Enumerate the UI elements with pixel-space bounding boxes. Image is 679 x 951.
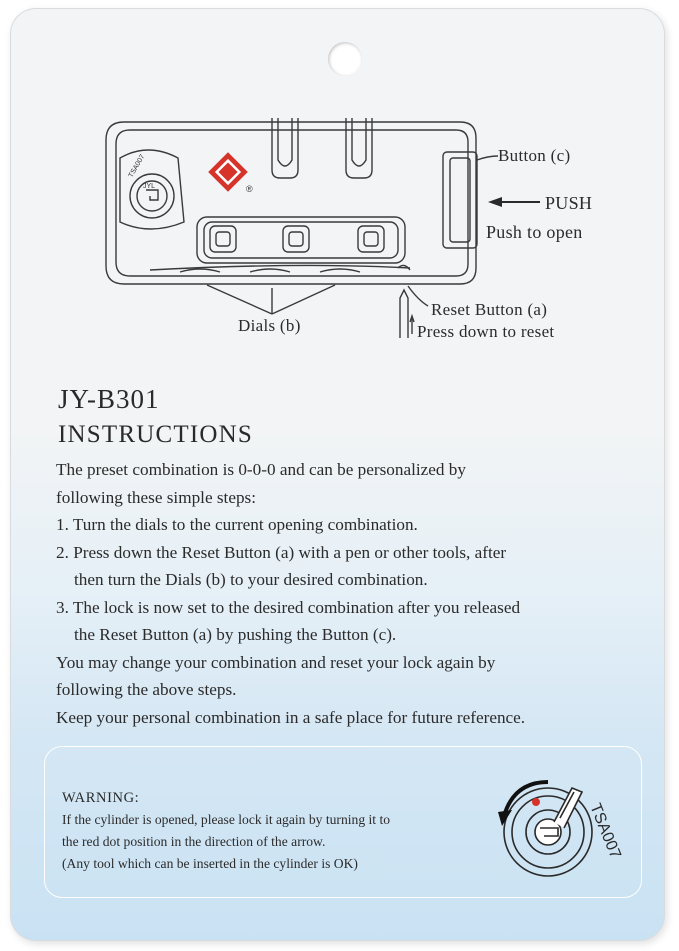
warning-line: If the cylinder is opened, please lock it again by turning it to — [62, 812, 391, 827]
press-down-label: Press down to reset — [417, 322, 555, 341]
change-line: following the above steps. — [56, 680, 237, 699]
push-label: PUSH — [545, 193, 593, 213]
cylinder-label: TSA007 — [586, 801, 624, 862]
model-number: JY-B301 — [58, 384, 160, 414]
reset-button-label: Reset Button (a) — [431, 300, 548, 319]
lock-badge-text: TSA007 — [127, 153, 147, 179]
push-to-open-label: Push to open — [486, 222, 583, 242]
intro-line: The preset combination is 0-0-0 and can be personalized by — [56, 460, 466, 479]
intro-line: following these simple steps: — [56, 487, 257, 507]
warning-line: the red dot position in the direction of the arrow. — [62, 834, 326, 849]
warning-title: WARNING: — [62, 790, 140, 806]
lock-badge-short: JYL — [143, 183, 156, 190]
step-2: 2. Press down the Reset Button (a) with a pen or other tools, after — [56, 542, 507, 562]
red-dot-icon — [532, 798, 540, 806]
warning-line: (Any tool which can be inserted in the cylinder is OK) — [62, 856, 358, 871]
instructions-heading: INSTRUCTIONS — [58, 421, 253, 448]
step-3-cont: the Reset Button (a) by pushing the Button (c). — [74, 625, 397, 644]
instructions-body — [56, 456, 636, 731]
step-1: 1. Turn the dials to the current opening combination. — [56, 515, 418, 534]
step-2-cont: then turn the Dials (b) to your desired combination. — [74, 570, 428, 589]
button-c-label: Button (c) — [498, 146, 571, 165]
dials-label: Dials (b) — [238, 316, 301, 335]
change-line: You may change your combination and reset your lock again by — [56, 652, 496, 672]
step-3: 3. The lock is now set to the desired combination after you released — [56, 597, 521, 617]
cylinder-diagram — [478, 770, 638, 890]
registered-mark: ® — [246, 184, 253, 194]
keep-line: Keep your personal combination in a safe place for future reference. — [56, 707, 526, 727]
